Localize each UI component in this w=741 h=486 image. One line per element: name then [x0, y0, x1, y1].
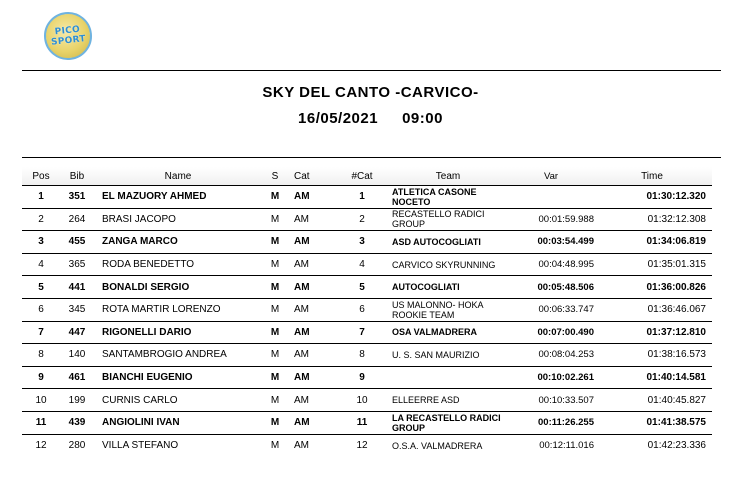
cell-time: 01:30:12.320 — [598, 186, 712, 209]
table-header-row — [22, 167, 712, 186]
cell-pos: 4 — [22, 253, 60, 276]
cell-pos: 6 — [22, 298, 60, 321]
table-top-divider — [22, 157, 721, 158]
cell-cat-rank: 10 — [336, 389, 388, 412]
cell-cat-rank: 8 — [336, 344, 388, 367]
cell-cat: AM — [288, 411, 336, 434]
cell-bib: 199 — [60, 389, 94, 412]
cell-sex: M — [262, 366, 288, 389]
cell-time: 01:37:12.810 — [598, 321, 712, 344]
cell-sex: M — [262, 208, 288, 231]
cell-bib: 140 — [60, 344, 94, 367]
cell-team: ASD AUTOCOGLIATI — [388, 231, 508, 254]
cell-time: 01:42:23.336 — [598, 434, 712, 457]
cell-team: RECASTELLO RADICI GROUP — [388, 208, 508, 231]
cell-var: 00:07:00.490 — [508, 321, 598, 344]
header-pos: Pos — [22, 167, 60, 186]
cell-cat: AM — [288, 434, 336, 457]
cell-team: CARVICO SKYRUNNING — [388, 253, 508, 276]
cell-name: CURNIS CARLO — [94, 389, 262, 412]
cell-time: 01:36:46.067 — [598, 298, 712, 321]
cell-sex: M — [262, 389, 288, 412]
cell-bib: 280 — [60, 434, 94, 457]
cell-cat-rank: 12 — [336, 434, 388, 457]
cell-cat: AM — [288, 208, 336, 231]
cell-cat: AM — [288, 253, 336, 276]
cell-time: 01:41:38.575 — [598, 411, 712, 434]
cell-name: BIANCHI EUGENIO — [94, 366, 262, 389]
cell-cat-rank: 2 — [336, 208, 388, 231]
race-datetime — [0, 110, 741, 127]
race-date: 16/05/2021 — [298, 110, 379, 127]
cell-pos: 3 — [22, 231, 60, 254]
header-name: Name — [94, 167, 262, 186]
cell-sex: M — [262, 344, 288, 367]
table-row — [22, 186, 712, 209]
cell-pos: 5 — [22, 276, 60, 299]
cell-cat: AM — [288, 186, 336, 209]
cell-name: ANGIOLINI IVAN — [94, 411, 262, 434]
header-cat: Cat — [288, 167, 336, 186]
cell-bib: 439 — [60, 411, 94, 434]
cell-pos: 10 — [22, 389, 60, 412]
cell-time: 01:35:01.315 — [598, 253, 712, 276]
table-row — [22, 366, 712, 389]
cell-var — [508, 186, 598, 209]
cell-sex: M — [262, 298, 288, 321]
table-row — [22, 344, 712, 367]
cell-team: AUTOCOGLIATI — [388, 276, 508, 299]
cell-name: BONALDI SERGIO — [94, 276, 262, 299]
cell-bib: 455 — [60, 231, 94, 254]
cell-cat-rank: 11 — [336, 411, 388, 434]
cell-pos: 11 — [22, 411, 60, 434]
table-row — [22, 389, 712, 412]
cell-time: 01:40:14.581 — [598, 366, 712, 389]
cell-var: 00:10:33.507 — [508, 389, 598, 412]
logo-line-1: PICO — [54, 24, 81, 38]
cell-name: ROTA MARTIR LORENZO — [94, 298, 262, 321]
cell-name: EL MAZUORY AHMED — [94, 186, 262, 209]
cell-var: 00:04:48.995 — [508, 253, 598, 276]
cell-sex: M — [262, 276, 288, 299]
header-sex: S — [262, 167, 288, 186]
cell-cat-rank: 1 — [336, 186, 388, 209]
cell-name: BRASI JACOPO — [94, 208, 262, 231]
cell-cat-rank: 7 — [336, 321, 388, 344]
table-row — [22, 298, 712, 321]
table-row — [22, 434, 712, 457]
cell-sex: M — [262, 186, 288, 209]
cell-bib: 264 — [60, 208, 94, 231]
cell-sex: M — [262, 231, 288, 254]
race-title: SKY DEL CANTO -CARVICO- — [262, 84, 479, 101]
race-time: 09:00 — [402, 110, 443, 127]
header-team: Team — [388, 167, 508, 186]
cell-cat: AM — [288, 321, 336, 344]
cell-pos: 2 — [22, 208, 60, 231]
cell-team: OSA VALMADRERA — [388, 321, 508, 344]
cell-pos: 1 — [22, 186, 60, 209]
cell-team: U. S. SAN MAURIZIO — [388, 344, 508, 367]
cell-team: O.S.A. VALMADRERA — [388, 434, 508, 457]
table-row — [22, 411, 712, 434]
cell-cat-rank: 9 — [336, 366, 388, 389]
cell-name: VILLA STEFANO — [94, 434, 262, 457]
cell-name: ZANGA MARCO — [94, 231, 262, 254]
cell-time: 01:34:06.819 — [598, 231, 712, 254]
results-table — [22, 167, 712, 457]
cell-cat-rank: 5 — [336, 276, 388, 299]
cell-bib: 441 — [60, 276, 94, 299]
cell-name: RODA BENEDETTO — [94, 253, 262, 276]
cell-sex: M — [262, 411, 288, 434]
cell-sex: M — [262, 321, 288, 344]
cell-var: 00:10:02.261 — [508, 366, 598, 389]
header-time: Time — [598, 167, 712, 186]
cell-var: 00:01:59.988 — [508, 208, 598, 231]
table-row — [22, 276, 712, 299]
cell-pos: 7 — [22, 321, 60, 344]
cell-pos: 12 — [22, 434, 60, 457]
cell-cat-rank: 4 — [336, 253, 388, 276]
cell-var: 00:05:48.506 — [508, 276, 598, 299]
cell-team: ELLEERRE ASD — [388, 389, 508, 412]
cell-pos: 9 — [22, 366, 60, 389]
cell-var: 00:03:54.499 — [508, 231, 598, 254]
cell-time: 01:32:12.308 — [598, 208, 712, 231]
cell-time: 01:38:16.573 — [598, 344, 712, 367]
cell-name: SANTAMBROGIO ANDREA — [94, 344, 262, 367]
table-row — [22, 208, 712, 231]
logo-line-2: SPORT — [50, 34, 87, 48]
table-row — [22, 253, 712, 276]
cell-cat: AM — [288, 366, 336, 389]
cell-var: 00:12:11.016 — [508, 434, 598, 457]
cell-time: 01:40:45.827 — [598, 389, 712, 412]
cell-var: 00:08:04.253 — [508, 344, 598, 367]
cell-bib: 365 — [60, 253, 94, 276]
cell-team — [388, 366, 508, 389]
cell-cat: AM — [288, 389, 336, 412]
cell-cat: AM — [288, 298, 336, 321]
table-row — [22, 321, 712, 344]
cell-var: 00:11:26.255 — [508, 411, 598, 434]
header-var: Var — [508, 167, 598, 186]
cell-bib: 345 — [60, 298, 94, 321]
header-bib: Bib — [60, 167, 94, 186]
cell-sex: M — [262, 253, 288, 276]
cell-var: 00:06:33.747 — [508, 298, 598, 321]
cell-cat: AM — [288, 231, 336, 254]
cell-sex: M — [262, 434, 288, 457]
header-cat-rank: #Cat — [336, 167, 388, 186]
cell-name: RIGONELLI DARIO — [94, 321, 262, 344]
cell-cat: AM — [288, 344, 336, 367]
cell-bib: 447 — [60, 321, 94, 344]
cell-cat: AM — [288, 276, 336, 299]
table-row — [22, 231, 712, 254]
cell-bib: 461 — [60, 366, 94, 389]
cell-team: LA RECASTELLO RADICI GROUP — [388, 411, 508, 434]
top-divider — [22, 70, 721, 71]
cell-cat-rank: 3 — [336, 231, 388, 254]
pico-sport-logo — [42, 10, 95, 63]
cell-team: ATLETICA CASONE NOCETO — [388, 186, 508, 209]
cell-team: US MALONNO- HOKA ROOKIE TEAM — [388, 298, 508, 321]
cell-bib: 351 — [60, 186, 94, 209]
cell-pos: 8 — [22, 344, 60, 367]
cell-time: 01:36:00.826 — [598, 276, 712, 299]
cell-cat-rank: 6 — [336, 298, 388, 321]
results-body — [22, 186, 712, 457]
